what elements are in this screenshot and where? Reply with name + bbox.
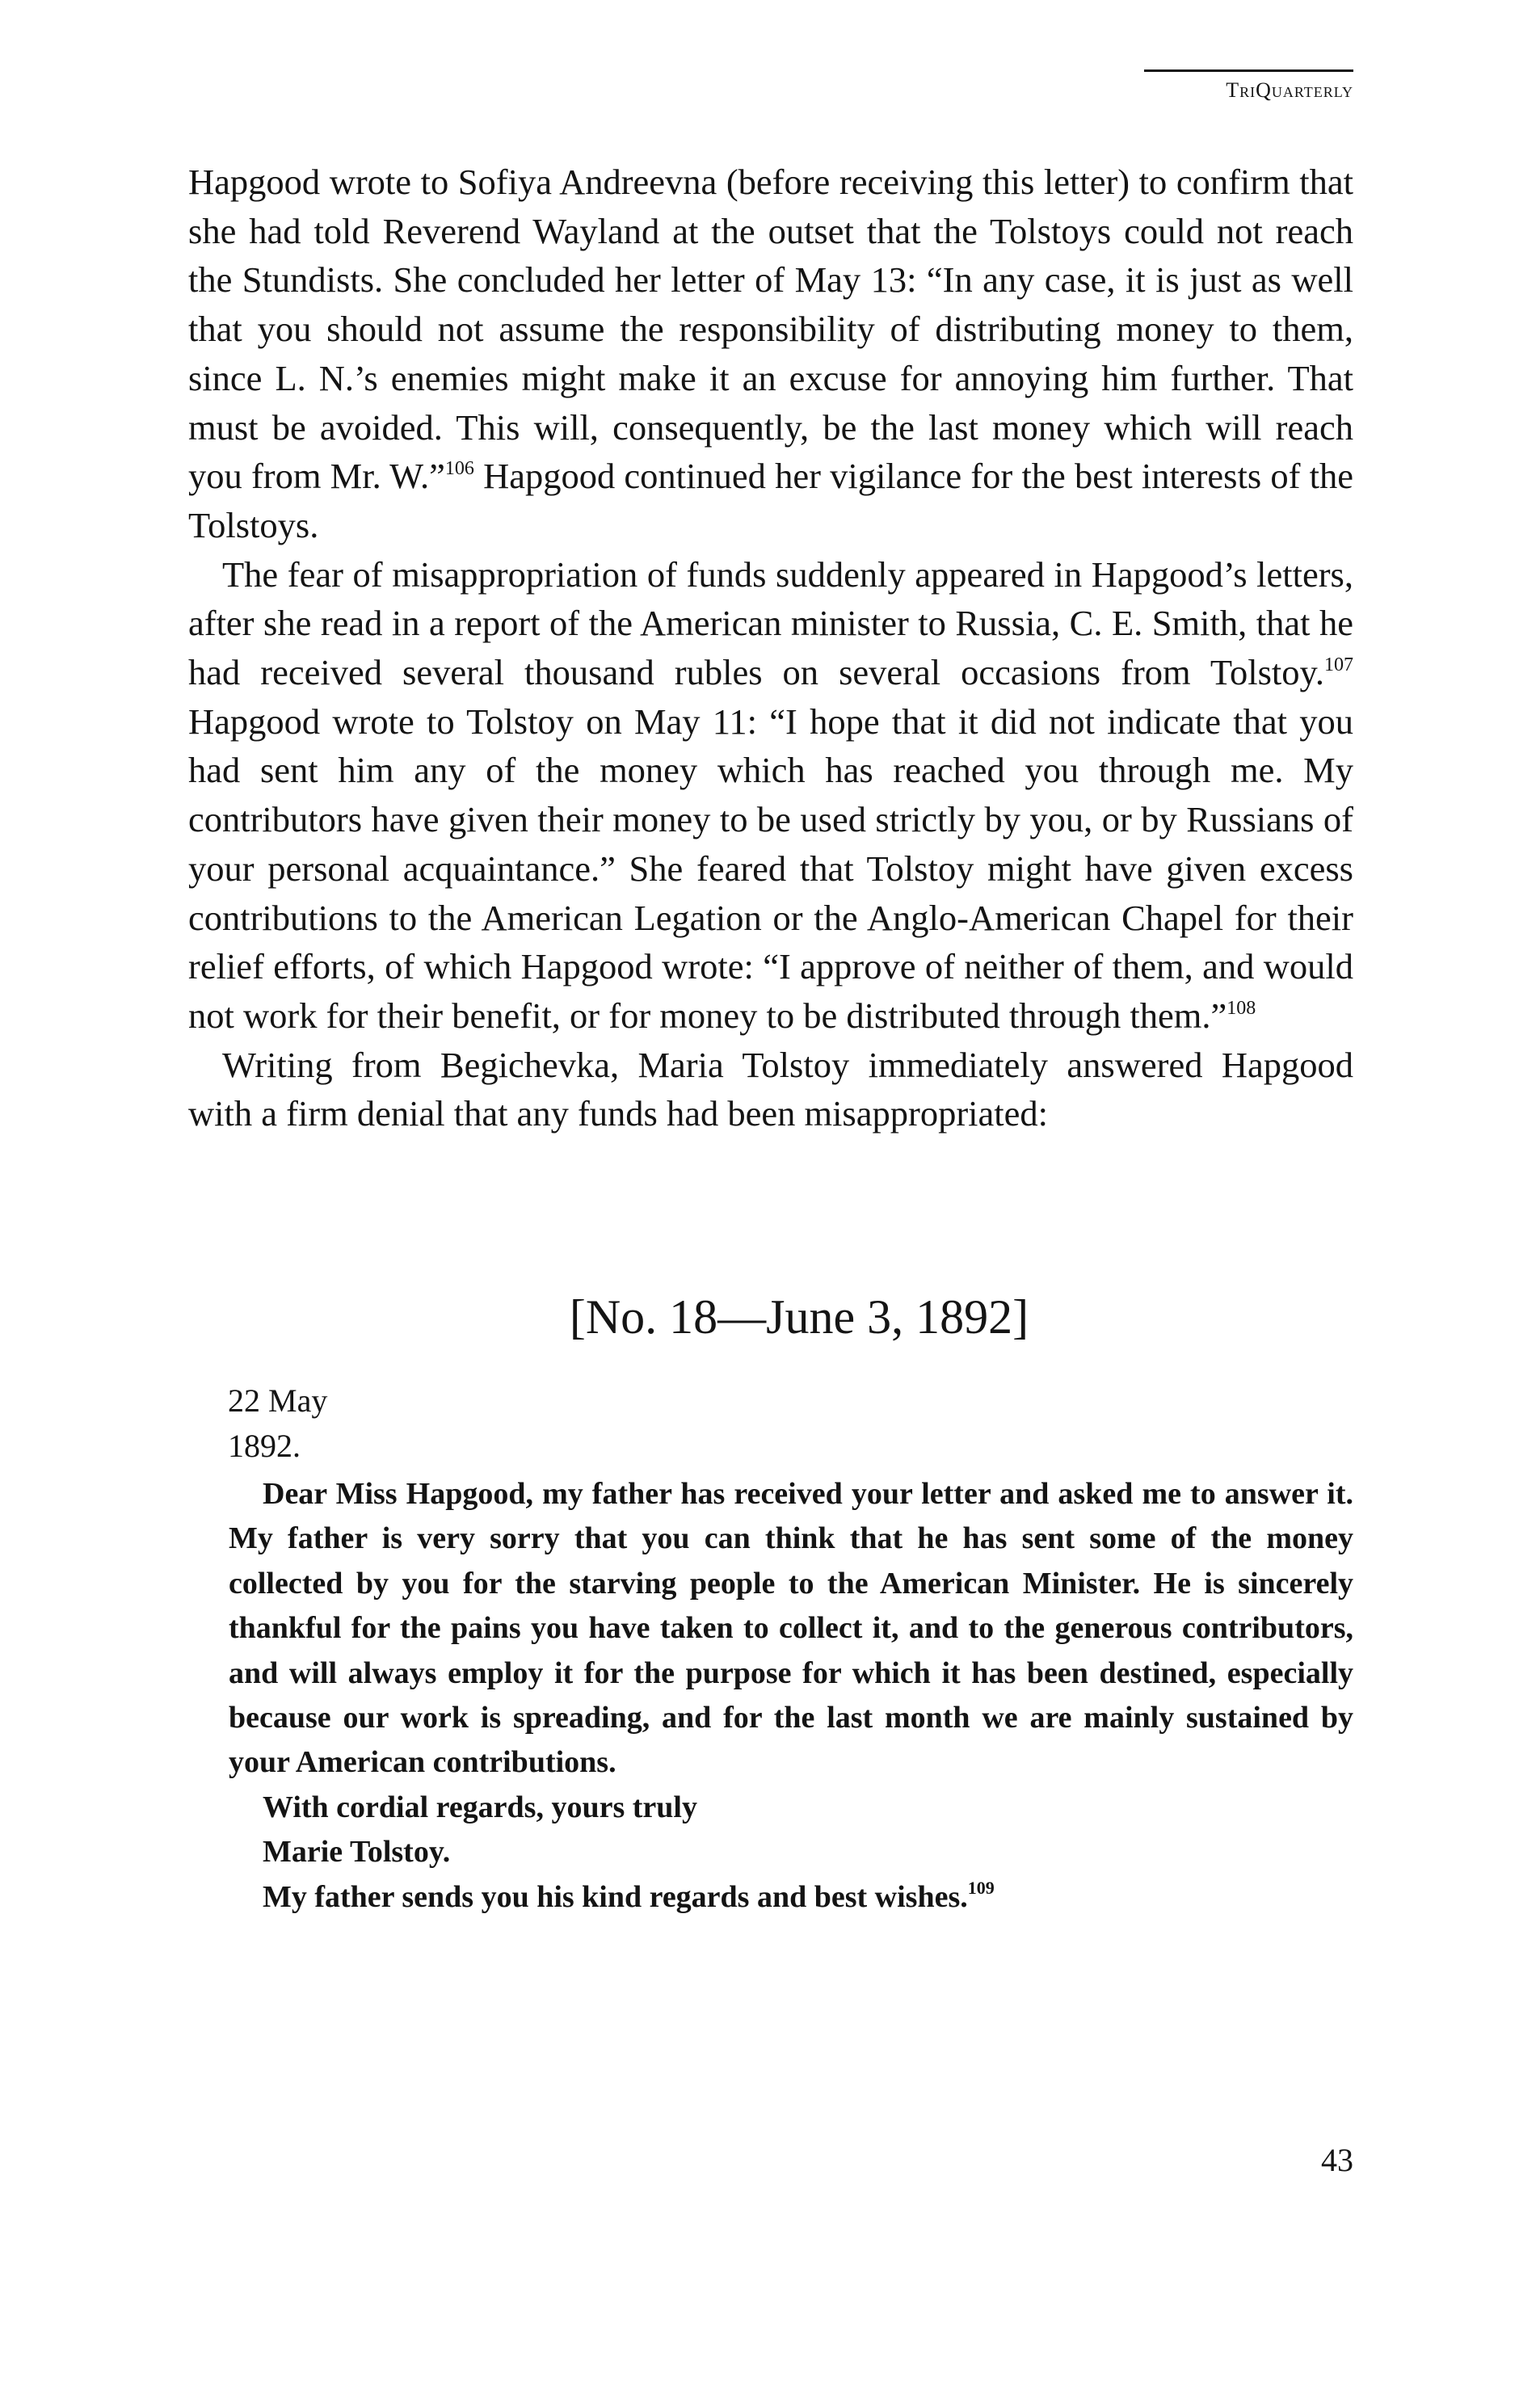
paragraph-begichevka — [188, 1041, 1353, 1138]
letter-postscript — [229, 1875, 1353, 1920]
letter-body — [229, 1472, 1353, 1920]
paragraph-text-tail: Hapgood wrote to Tolstoy on May 11: “I hope that it did not indicate that you had sent him any of the money which has reached you through me. My contributors have given their money to be used strictly by you, or by Russians of your personal acquaintance.” She feared that Tolstoy might have given excess contributions to the American Legation or the Anglo-American Chapel for their relief efforts, of which Hapgood wrote: “I approve of neither of them, and would not work for their benefit, or for money to be distributed through them.” — [188, 700, 1353, 1036]
paragraph-misappropriation — [188, 550, 1353, 1041]
letter-closing-regards: With cordial regards, yours truly — [263, 1790, 697, 1824]
letter-paragraph: Dear Miss Hapgood, my father has received your letter and asked me to answer it. My father is very sorry that you can think that he has sent some of the money collected by you for the starving people to the American Minister. He is sincerely thankful for the pains you have taken to collect it, and to the generous contributors, and will always employ it for the purpose for which it has been destined, especially because our work is spreading, and for the last month we are mainly sustained by your American contributions. — [229, 1477, 1353, 1780]
issue-heading: [No. 18—June 3, 1892] — [569, 1290, 1029, 1344]
page-number: 43 — [1321, 2142, 1353, 2178]
footnote-ref-109: 109 — [967, 1877, 995, 1898]
body-text — [188, 158, 1353, 1138]
postscript-text: My father sends you his kind regards and best wishes. — [263, 1879, 968, 1914]
paragraph-text: Hapgood wrote to Sofiya Andreevna (before receiving this letter) to confirm that she had told Reverend Wayland at the outset that the Tolstoys could not reach the Stundists. She concluded her letter of May 13: “In any case, it is just as well that you should not assume the responsibility of distributing money to them, since L. N.’s enemies might make it an excuse for annoying him further. That must be avoided. This will, consequently, be the last money which will reach you from Mr. W.” — [188, 162, 1353, 497]
footnote-ref-107: 107 — [1324, 654, 1353, 676]
running-head: TriQuarterly — [1144, 69, 1353, 103]
footnote-ref-108: 108 — [1227, 997, 1256, 1019]
letter-dateline — [228, 1378, 327, 1469]
dateline-day-month: 22 May — [228, 1382, 328, 1419]
footnote-ref-106: 106 — [444, 458, 474, 480]
paragraph-text: Writing from Begichevka, Maria Tolstoy immediately answered Hapgood with a firm denial that any funds had been misappropriated: — [188, 1044, 1353, 1134]
paragraph-text: The fear of misappropriation of funds suddenly appeared in Hapgood’s letters, after she read in a report of the American minister to Russia, C. E. Smith, that he had received several thousand rubles on several occasions from Tolstoy. — [188, 553, 1353, 693]
paragraph-text-tail: Hapgood continued her vigilance for the best interests of the Tolstoys. — [188, 456, 1353, 545]
letter-signature: Marie Tolstoy. — [263, 1835, 451, 1870]
paragraph-hapgood-wayland — [188, 158, 1353, 550]
dateline-year: 1892. — [228, 1428, 301, 1464]
